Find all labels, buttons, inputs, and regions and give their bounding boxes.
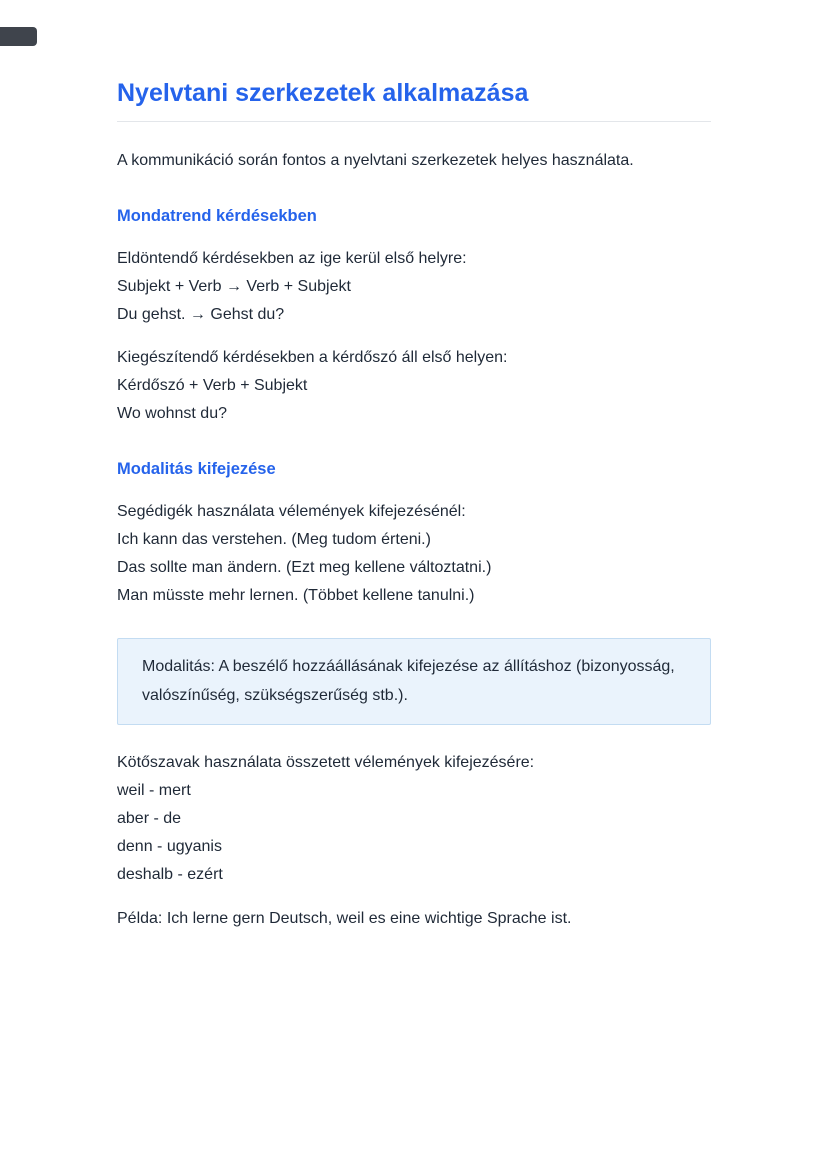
text-line: Wo wohnst du?	[117, 405, 227, 422]
content-area	[117, 0, 711, 933]
text-line: Eldöntendő kérdésekben az ige kerül első helyre:	[117, 250, 467, 267]
paragraph-modal-verbs	[117, 498, 711, 610]
callout-text: Modalitás: A beszélő hozzáállásának kifejezése az állításhoz (bizonyosság, valószínűség, szükségszerűség stb.).	[142, 658, 675, 704]
text-line: Das sollte man ändern. (Ezt meg kellene változtatni.)	[117, 559, 492, 576]
text-line: aber - de	[117, 810, 182, 827]
text-line: Kötőszavak használata összetett vélemények kifejezésére:	[117, 754, 535, 771]
page-title: Nyelvtani szerkezetek alkalmazása	[117, 79, 529, 107]
text-line: Du gehst. → Gehst du?	[117, 306, 285, 323]
title-divider	[117, 121, 711, 122]
section-heading-word-order: Mondatrend kérdésekben	[117, 207, 317, 225]
text-line: Ich kann das verstehen. (Meg tudom érteni.)	[117, 531, 431, 548]
text-line: Man müsste mehr lernen. (Többet kellene tanulni.)	[117, 587, 475, 604]
callout-box	[117, 638, 711, 725]
paragraph-conjunctions	[117, 749, 711, 889]
text-line: Kiegészítendő kérdésekben a kérdőszó áll első helyen:	[117, 349, 508, 366]
text-line: weil - mert	[117, 782, 191, 799]
window-artifact	[0, 27, 37, 46]
text-line: Subjekt + Verb → Verb + Subjekt	[117, 278, 351, 295]
text-line: denn - ugyanis	[117, 838, 222, 855]
example-paragraph: Példa: Ich lerne gern Deutsch, weil es eine wichtige Sprache ist.	[117, 910, 572, 927]
text-line: Kérdőszó + Verb + Subjekt	[117, 377, 308, 394]
section-heading-modality: Modalitás kifejezése	[117, 460, 276, 478]
intro-paragraph: A kommunikáció során fontos a nyelvtani szerkezetek helyes használata.	[117, 152, 634, 169]
text-line: Segédigék használata vélemények kifejezésénél:	[117, 503, 466, 520]
paragraph-wh-questions	[117, 344, 711, 428]
text-line: deshalb - ezért	[117, 866, 223, 883]
paragraph-yes-no-questions	[117, 245, 711, 329]
